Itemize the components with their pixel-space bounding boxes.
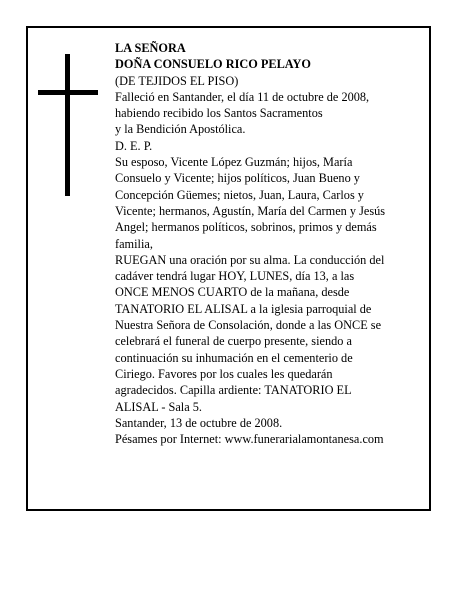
body-line: RUEGAN una oración por su alma. La conducción del [115,252,385,267]
cross-icon [38,54,98,196]
body-line: Vicente; hermanos, Agustín, María del Carmen y Jesús [115,203,386,218]
body-line: Santander, 13 de octubre de 2008. [115,415,283,430]
body-line: Consuelo y Vicente; hijos políticos, Juan Bueno y [115,171,360,186]
deceased-name: DOÑA CONSUELO RICO PELAYO [115,57,311,72]
body-line: continuación su inhumación en el cementerio de [115,350,353,365]
body-line: TANATORIO EL ALISAL a la iglesia parroquial de [115,301,372,316]
body-line: Concepción Güemes; nietos, Juan, Laura, Carlos y [115,187,364,202]
body-line: Angel; hermanos políticos, sobrinos, primos y demás [115,220,377,235]
title-line-1: LA SEÑORA [115,41,186,55]
subtitle: (DE TEJIDOS EL PISO) [115,73,239,88]
body-line: ONCE MENOS CUARTO de la mañana, desde [115,285,350,300]
cross-vertical-bar [65,54,70,196]
body-line: Nuestra Señora de Consolación, donde a las ONCE se [115,318,382,333]
body-line: ALISAL - Sala 5. [115,399,202,414]
body-line: Pésames por Internet: www.funerarialamontanesa.com [115,432,384,447]
cross-horizontal-bar [38,90,98,95]
body-line: Ciriego. Favores por los cuales les quedarán [115,366,333,381]
body-line: celebrará el funeral de cuerpo presente, siendo a [115,334,352,349]
body-line: habiendo recibido los Santos Sacramentos [115,106,323,121]
obituary-text [115,40,420,447]
body-line: agradecidos. Capilla ardiente: TANATORIO EL [115,383,352,398]
body-line: D. E. P. [115,138,153,153]
body-line: Su esposo, Vicente López Guzmán; hijos, María [115,155,353,170]
body-line: cadáver tendrá lugar HOY, LUNES, día 13, a las [115,269,355,284]
body-line: familia, [115,236,153,251]
body-line: Falleció en Santander, el día 11 de octubre de 2008, [115,89,370,104]
body-line: y la Bendición Apostólica. [115,122,246,137]
